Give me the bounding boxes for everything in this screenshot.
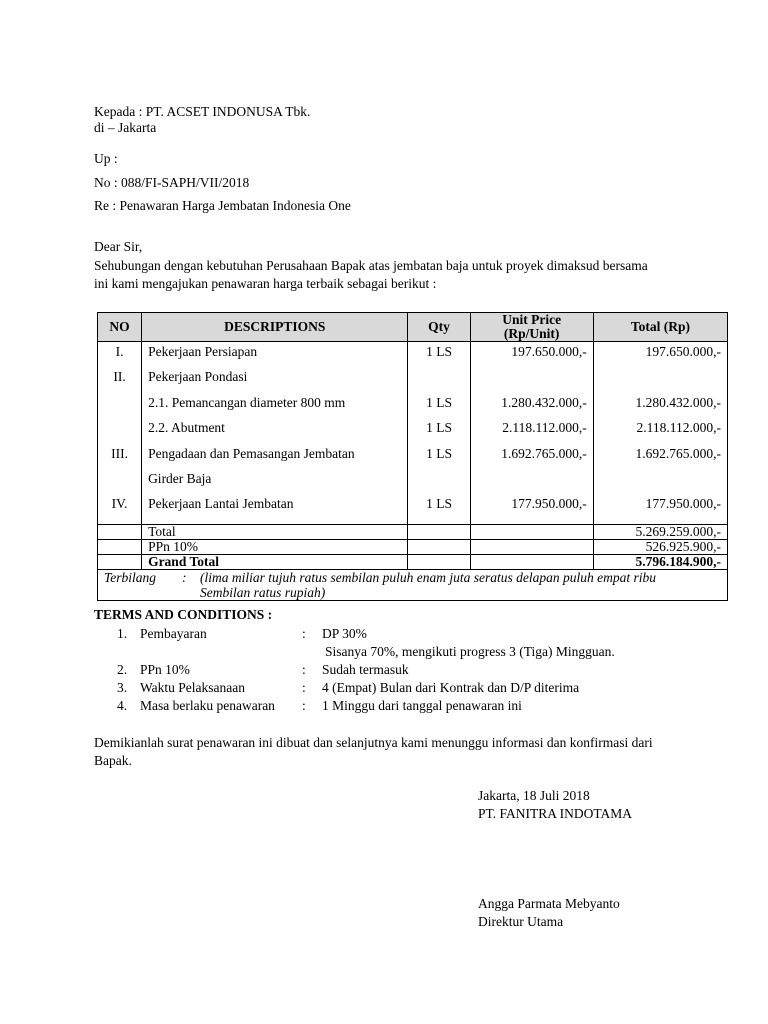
header-descriptions: DESCRIPTIONS	[142, 313, 408, 342]
row-desc: Pekerjaan Lantai Jembatan	[142, 494, 408, 524]
row-qty: 1 LS	[408, 393, 470, 418]
term-colon: :	[302, 662, 306, 677]
row-no: IV.	[98, 494, 142, 524]
price-table	[97, 312, 728, 601]
term-colon: :	[302, 626, 306, 641]
signer-company: PT. FANITRA INDOTAMA	[478, 806, 633, 821]
row-no: III.	[98, 444, 142, 469]
total-row	[98, 524, 728, 539]
term-colon: :	[302, 680, 306, 695]
row-desc: Pekerjaan Pondasi	[142, 367, 408, 392]
terbilang-row	[98, 569, 728, 600]
letter-number: No : 088/FI-SAPH/VII/2018	[94, 175, 250, 190]
term-label: Pembayaran	[140, 626, 207, 641]
header-no: NO	[98, 313, 142, 342]
table-row	[98, 444, 728, 469]
place-date: Jakarta, 18 Juli 2018	[478, 788, 590, 803]
row-desc: Pengadaan dan Pemasangan Jembatan	[142, 444, 408, 469]
row-unit-price	[470, 469, 593, 494]
row-unit-price: 177.950.000,-	[470, 494, 593, 524]
term-colon: :	[302, 698, 306, 713]
ppn-row	[98, 539, 728, 554]
row-unit-price: 197.650.000,-	[470, 342, 593, 368]
header-qty: Qty	[408, 313, 470, 342]
row-no	[98, 393, 142, 418]
terms-title: TERMS AND CONDITIONS :	[94, 607, 273, 622]
intro-line-2: ini kami mengajukan penawaran harga terbaik sebagai berikut :	[94, 276, 437, 291]
row-total: 1.692.765.000,-	[593, 444, 727, 469]
term-value: Sisanya 70%, mengikuti progress 3 (Tiga) Mingguan.	[325, 644, 615, 659]
row-unit-price	[470, 367, 593, 392]
closing-line-2: Bapak.	[94, 753, 132, 768]
intro-line-1: Sehubungan dengan kebutuhan Perusahaan Bapak atas jembatan baja untuk proyek dimaksud bersama	[94, 258, 648, 273]
row-unit-price: 1.692.765.000,-	[470, 444, 593, 469]
row-qty: 1 LS	[408, 444, 470, 469]
row-total: 197.650.000,-	[593, 342, 727, 368]
ppn-value: 526.925.900,-	[593, 539, 727, 554]
table-row	[98, 494, 728, 524]
recipient-line: Kepada : PT. ACSET INDONUSA Tbk.	[94, 104, 311, 119]
row-total: 1.280.432.000,-	[593, 393, 727, 418]
up-line: Up :	[94, 151, 118, 166]
row-no: I.	[98, 342, 142, 368]
row-no	[98, 418, 142, 443]
row-qty: 1 LS	[408, 418, 470, 443]
recipient-location: di – Jakarta	[94, 120, 157, 135]
row-qty: 1 LS	[408, 342, 470, 368]
row-qty	[408, 469, 470, 494]
greeting: Dear Sir,	[94, 239, 143, 254]
row-no	[98, 469, 142, 494]
row-total: 2.118.112.000,-	[593, 418, 727, 443]
term-label: Masa berlaku penawaran	[140, 698, 275, 713]
row-desc: Girder Baja	[142, 469, 408, 494]
terbilang-text-1: (lima miliar tujuh ratus sembilan puluh enam juta seratus delapan puluh empat ribu	[200, 569, 656, 585]
header-unit-price: Unit Price (Rp/Unit)	[470, 313, 593, 342]
row-qty	[408, 367, 470, 392]
total-label: Total	[142, 524, 408, 539]
row-total	[593, 469, 727, 494]
table-row	[98, 342, 728, 368]
closing-line-1: Demikianlah surat penawaran ini dibuat dan selanjutnya kami menunggu informasi dan konfirmasi dari	[94, 735, 653, 750]
row-desc: Pekerjaan Persiapan	[142, 342, 408, 368]
row-desc: 2.2. Abutment	[142, 418, 408, 443]
table-row	[98, 469, 728, 494]
term-label: PPn 10%	[140, 662, 190, 677]
signer-title: Direktur Utama	[478, 914, 564, 929]
row-total: 177.950.000,-	[593, 494, 727, 524]
grand-total-row	[98, 554, 728, 569]
row-total	[593, 367, 727, 392]
total-value: 5.269.259.000,-	[593, 524, 727, 539]
table-row	[98, 367, 728, 392]
grand-total-label: Grand Total	[142, 554, 408, 569]
terbilang-colon: :	[182, 569, 187, 585]
ppn-label: PPn 10%	[142, 539, 408, 554]
term-number: 2.	[117, 662, 128, 677]
row-qty: 1 LS	[408, 494, 470, 524]
term-value: 4 (Empat) Bulan dari Kontrak dan D/P diterima	[322, 680, 580, 695]
table-row	[98, 393, 728, 418]
term-number: 1.	[117, 626, 128, 641]
header-total: Total (Rp)	[593, 313, 727, 342]
term-number: 4.	[117, 698, 128, 713]
term-value: Sudah termasuk	[322, 662, 409, 677]
terbilang-text-2: Sembilan ratus rupiah)	[200, 584, 326, 600]
table-header-row	[98, 313, 728, 342]
signer-name: Angga Parmata Mebyanto	[478, 896, 620, 911]
terbilang-label: Terbilang	[104, 569, 157, 585]
term-value: 1 Minggu dari tanggal penawaran ini	[322, 698, 522, 713]
term-value: DP 30%	[322, 626, 367, 641]
row-unit-price: 1.280.432.000,-	[470, 393, 593, 418]
grand-total-value: 5.796.184.900,-	[593, 554, 727, 569]
row-no: II.	[98, 367, 142, 392]
letter-subject: Re : Penawaran Harga Jembatan Indonesia One	[94, 198, 351, 213]
row-desc: 2.1. Pemancangan diameter 800 mm	[142, 393, 408, 418]
table-row	[98, 418, 728, 443]
term-number: 3.	[117, 680, 128, 695]
row-unit-price: 2.118.112.000,-	[470, 418, 593, 443]
term-label: Waktu Pelaksanaan	[140, 680, 246, 695]
